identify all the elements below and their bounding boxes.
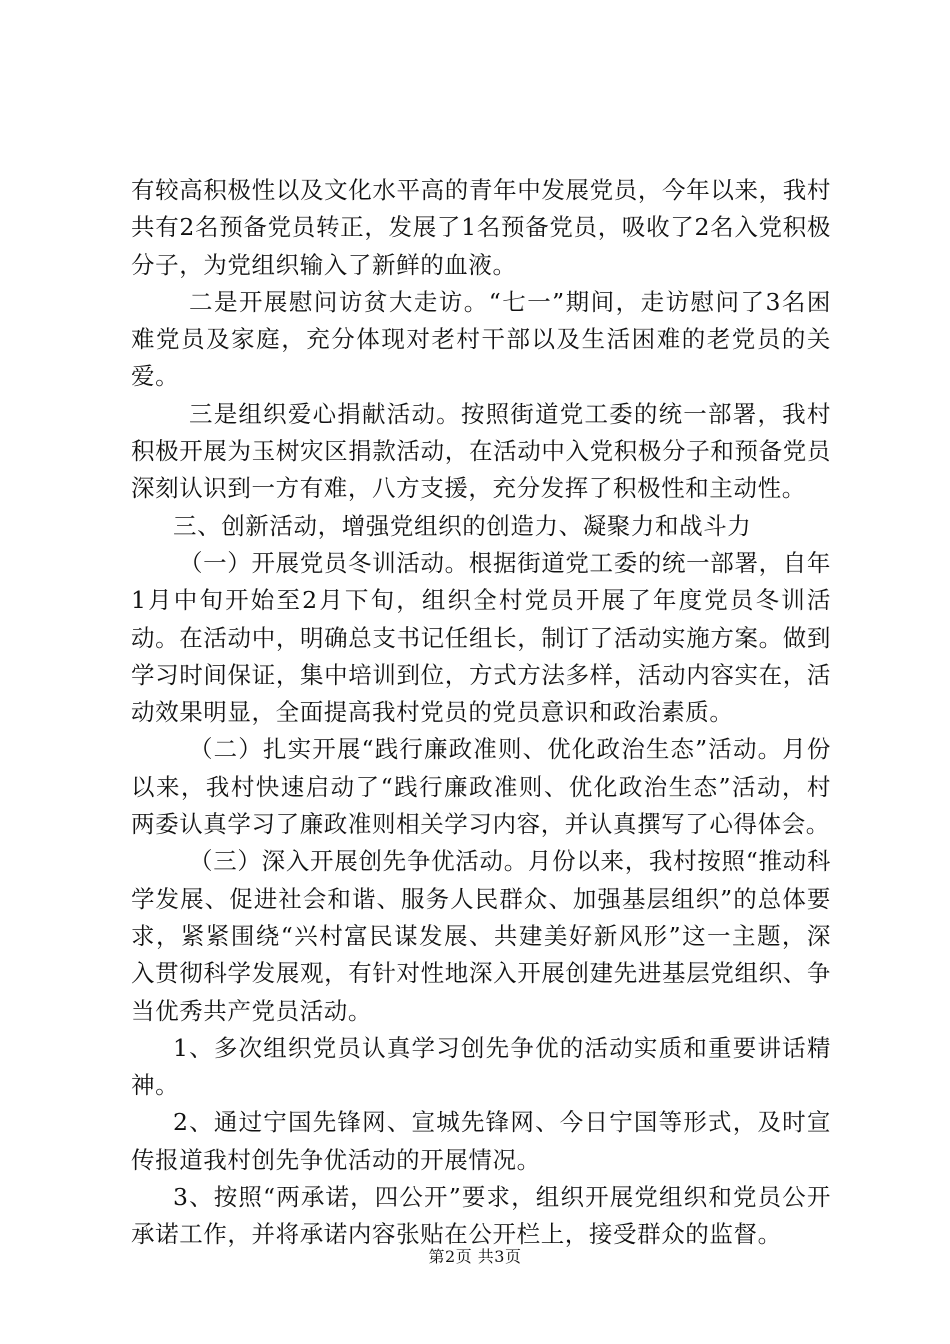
list-item-1: 1、多次组织党员认真学习创先争优的活动实质和重要讲话精神。 bbox=[131, 1033, 831, 1100]
section-heading-innovation: 三、创新活动，增强党组织的创造力、凝聚力和战斗力 bbox=[173, 511, 752, 540]
document-body bbox=[131, 172, 831, 1254]
paragraph-donation: 三是组织爱心捐献活动。按照街道党工委的统一部署，我村积极开展为玉树灾区捐款活动，在活动中入党积极分子和预备党员深刻认识到一方有难，八方支援，充分发挥了积极性和主动性。 bbox=[131, 399, 831, 503]
page-number: 第2页 共3页 bbox=[428, 1247, 522, 1266]
paragraph-integrity: （二）扎实开展“践行廉政准则、优化政治生态”活动。月份以来，我村快速启动了“践行廉政准则、优化政治生态”活动，村两委认真学习了廉政准则相关学习内容，并认真撰写了心得体会。 bbox=[131, 735, 831, 839]
paragraph-continuation: 有较高积极性以及文化水平高的青年中发展党员，今年以来，我村共有2名预备党员转正，发展了1名预备党员，吸收了2名入党积极分子，为党组织输入了新鲜的血液。 bbox=[131, 176, 831, 279]
list-item-2: 2、通过宁国先锋网、宣城先锋网、今日宁国等形式，及时宣传报道我村创先争优活动的开展情况。 bbox=[131, 1108, 831, 1174]
list-item-3: 3、按照“两承诺，四公开”要求，组织开展党组织和党员公开承诺工作，并将承诺内容张贴在公开栏上，接受群众的监督。 bbox=[131, 1183, 831, 1249]
paragraph-winter-training: （一）开展党员冬训活动。根据街道党工委的统一部署，自年1月中旬开始至2月下旬，组织全村党员开展了年度党员冬训活动。在活动中，明确总支书记任组长，制订了活动实施方案。做到学习时间保证，集中培训到位，方式方法多样，活动内容实在，活动效果明显，全面提高我村党员的党员意识和政治素质。 bbox=[131, 548, 831, 727]
paragraph-visit-poor: 二是开展慰问访贫大走访。“七一”期间，走访慰问了3名困难党员及家庭，充分体现对老村干部以及生活困难的老党员的关爱。 bbox=[131, 287, 831, 391]
paragraph-excellence: （三）深入开展创先争优活动。月份以来，我村按照“推动科学发展、促进社会和谐、服务人民群众、加强基层组织”的总体要求，紧紧围绕“兴村富民谋发展、共建美好新风形”这一主题，深入贯彻科学发展观，有针对性地深入开展创建先进基层党组织、争当优秀共产党员活动。 bbox=[131, 847, 831, 1025]
